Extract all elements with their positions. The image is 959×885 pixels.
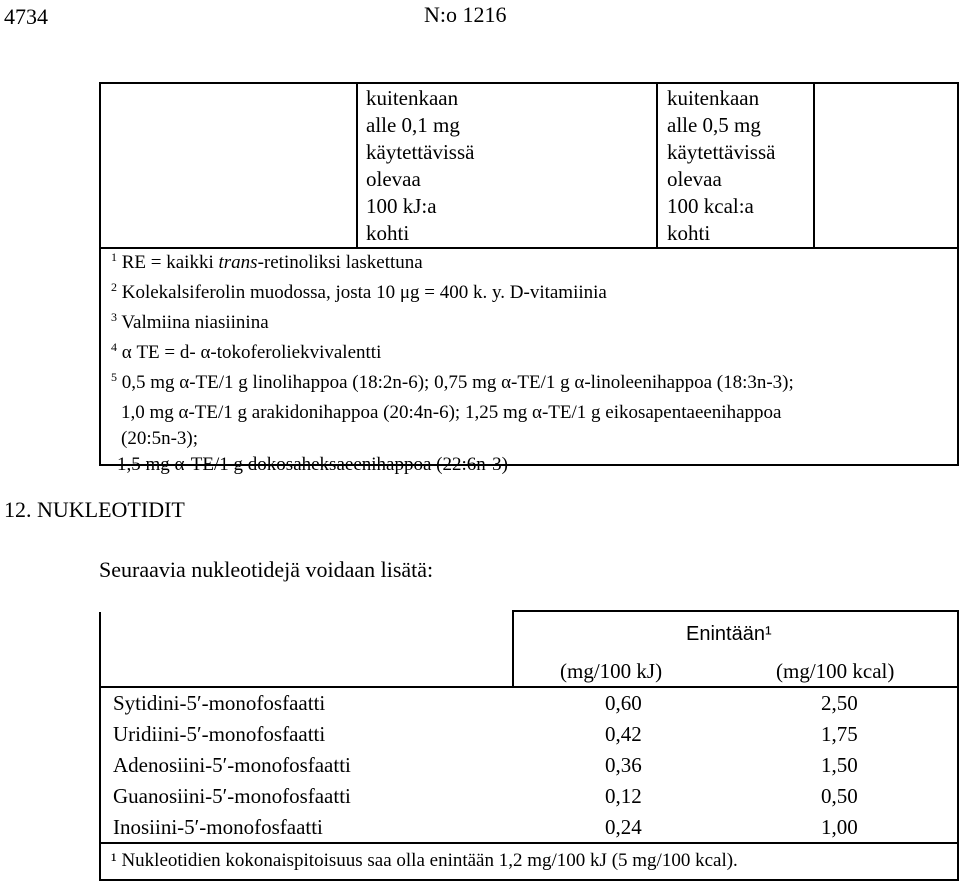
top-table-col1-text: kuitenkaan alle 0,1 mg käytettävissä olevaa 100 kJ:a kohti: [366, 86, 475, 245]
footnotes-block: [111, 248, 794, 480]
footnote-4: $^4$ α TE = d- α-tokoferoliekvivalentti: [111, 340, 382, 363]
top-table-divider-3: [813, 82, 815, 249]
top-table-divider-1: [356, 82, 358, 249]
row-kcal: 1,00: [821, 815, 858, 839]
row-kj: 0,24: [605, 815, 642, 839]
row-name: Sytidini-5′-monofosfaatti: [113, 691, 326, 715]
top-table-divider-2: [656, 82, 658, 249]
row-kj: 0,36: [605, 753, 642, 777]
table-row: [113, 750, 953, 781]
row-name: Uridiini-5′-monofosfaatti: [113, 722, 326, 746]
table-row: [113, 688, 953, 719]
footnote-3: $^3$ Valmiina niasiinina: [111, 310, 269, 333]
section-heading: 12. NUKLEOTIDIT: [4, 497, 185, 522]
footnote-5: $^5$ 0,5 mg α-TE/1 g linolihappoa (18:2n-6); 0,75 mg α-TE/1 g α-linoleenihappoa (18:3n-3);: [111, 370, 794, 393]
page-number: 4734: [4, 4, 48, 29]
row-name: Guanosiini-5′-monofosfaatti: [113, 784, 351, 808]
row-kj: 0,42: [605, 722, 642, 746]
row-name: Inosiini-5′-monofosfaatti: [113, 815, 323, 839]
row-kcal: 2,50: [821, 691, 858, 715]
footnote-5-cont-1: 1,0 mg α-TE/1 g arakidonihappoa (20:4n-6); 1,25 mg α-TE/1 g eikosapentaeenihappoa: [121, 402, 782, 423]
document-number: N:o 1216: [424, 2, 507, 27]
row-kcal: 1,75: [821, 722, 858, 746]
footnote-5-cont-3: 1,5 mg α-TE/1 g dokosaheksaeenihappoa (22:6n-3): [117, 454, 508, 475]
row-kj: 0,12: [605, 784, 642, 808]
nucleotide-table-header-divider: [512, 610, 514, 688]
section-intro: Seuraavia nukleotidejä voidaan lisätä:: [99, 557, 434, 582]
row-kcal: 1,50: [821, 753, 858, 777]
footnote-5-cont-2: (20:5n-3);: [121, 428, 199, 449]
table-row: [113, 781, 953, 812]
nucleotide-footnote: ¹ Nukleotidien kokonaispitoisuus saa olla enintään 1,2 mg/100 kJ (5 mg/100 kcal).: [111, 850, 738, 871]
unit-kcal-header: (mg/100 kcal): [776, 659, 895, 683]
table-row: [113, 812, 953, 843]
nucleotide-table-top-left-cut: [99, 610, 512, 612]
footnote-2: $^2$ Kolekalsiferolin muodossa, josta 10 μg = 400 k. y. D-vitamiinia: [111, 280, 607, 303]
row-name: Adenosiini-5′-monofosfaatti: [113, 753, 351, 777]
table-row: [113, 719, 953, 750]
row-kcal: 0,50: [821, 784, 858, 808]
max-header: Enintään¹: [686, 623, 772, 645]
unit-kj-header: (mg/100 kJ): [560, 659, 663, 683]
row-kj: 0,60: [605, 691, 642, 715]
top-table-col2-text: kuitenkaan alle 0,5 mg käytettävissä olevaa 100 kcal:a kohti: [667, 86, 776, 245]
footnote-1: $^1$ RE = kaikki trans-retinoliksi laskettuna: [111, 250, 423, 273]
nucleotide-rows: [113, 688, 953, 843]
